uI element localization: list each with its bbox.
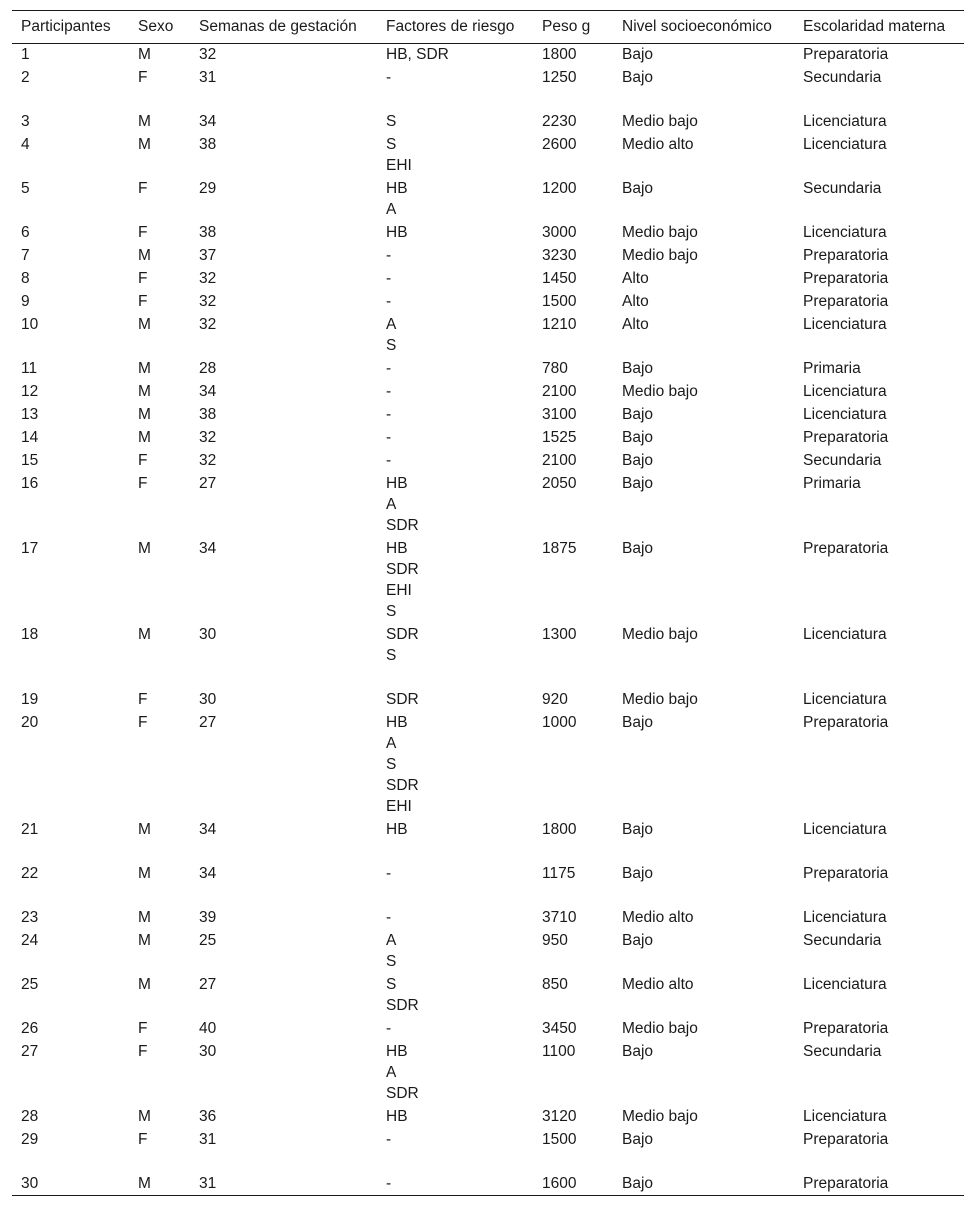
cell-factores — [377, 624, 533, 689]
cell-nivel: Bajo — [622, 451, 654, 469]
table-row — [12, 427, 964, 450]
header-factores: Factores de riesgo — [377, 11, 533, 44]
cell-peso: 1875 — [542, 539, 577, 557]
cell-escolaridad: Preparatoria — [803, 713, 889, 731]
risk-factor: - — [386, 1130, 392, 1148]
cell-escolaridad: Preparatoria — [803, 1019, 889, 1037]
cell-factores — [377, 907, 533, 930]
cell-sexo: F — [138, 690, 148, 708]
table-row — [12, 712, 964, 819]
header-escolaridad: Escolaridad materna — [794, 11, 964, 44]
cell-semanas: 31 — [190, 1173, 377, 1196]
cell-participante: 21 — [21, 820, 39, 838]
table-row — [12, 358, 964, 381]
cell-sexo: F — [138, 713, 148, 731]
table-row — [12, 404, 964, 427]
cell-participante: 24 — [21, 931, 39, 949]
risk-factor: - — [386, 292, 392, 310]
cell-factores — [377, 1129, 533, 1173]
cell-peso: 1800 — [542, 820, 577, 838]
cell-participante: 9 — [21, 292, 30, 310]
cell-factores — [377, 178, 533, 222]
cell-escolaridad: Licenciatura — [803, 223, 887, 241]
cell-semanas: 34 — [199, 539, 217, 557]
cell-factores — [377, 1106, 533, 1129]
risk-factor: - — [386, 405, 392, 423]
cell-nivel: Medio alto — [622, 135, 694, 153]
header-sexo: Sexo — [129, 11, 190, 44]
risk-factor: - — [386, 246, 392, 264]
table-row — [12, 67, 964, 111]
cell-participante: 12 — [21, 382, 39, 400]
cell-escolaridad: Secundaria — [803, 931, 882, 949]
cell-nivel: Alto — [622, 315, 649, 333]
cell-sexo: M — [138, 246, 151, 264]
cell-nivel: Medio bajo — [622, 112, 698, 130]
risk-factor: S — [386, 646, 397, 664]
cell-factores — [377, 404, 533, 427]
cell-participante: 19 — [21, 690, 39, 708]
cell-semanas: 27 — [199, 474, 217, 492]
risk-factor: HB, SDR — [386, 46, 449, 63]
cell-escolaridad: Preparatoria — [794, 1173, 964, 1196]
cell-nivel: Alto — [622, 269, 649, 287]
cell-nivel: Bajo — [622, 68, 654, 86]
cell-escolaridad: Secundaria — [803, 179, 882, 197]
cell-escolaridad: Preparatoria — [803, 246, 889, 264]
cell-nivel: Bajo — [622, 820, 654, 838]
cell-semanas: 34 — [199, 382, 217, 400]
cell-peso: 920 — [542, 690, 568, 708]
risk-factor: HB — [386, 713, 408, 731]
table-row — [12, 268, 964, 291]
cell-factores — [377, 689, 533, 712]
cell-sexo: F — [138, 474, 148, 492]
cell-factores — [377, 1018, 533, 1041]
cell-escolaridad: Preparatoria — [803, 428, 889, 446]
table-row — [12, 1173, 964, 1196]
cell-nivel: Bajo — [622, 46, 654, 63]
cell-peso: 2100 — [542, 382, 577, 400]
cell-peso: 3100 — [542, 405, 577, 423]
cell-factores — [377, 44, 533, 67]
cell-factores — [377, 974, 533, 1018]
cell-peso: 780 — [542, 359, 568, 377]
cell-escolaridad: Preparatoria — [803, 1130, 889, 1148]
cell-peso: 850 — [542, 975, 568, 993]
risk-factor: S — [386, 336, 397, 354]
cell-factores — [377, 930, 533, 974]
cell-nivel: Medio bajo — [622, 625, 698, 643]
cell-nivel: Medio bajo — [622, 1019, 698, 1037]
header-row — [12, 11, 964, 44]
risk-factor: HB — [386, 474, 408, 492]
cell-participante: 2 — [21, 68, 30, 86]
risk-factor: HB — [386, 820, 408, 838]
header-semanas: Semanas de gestación — [190, 11, 377, 44]
cell-peso: 3120 — [542, 1107, 577, 1125]
risk-factor: S — [386, 755, 397, 773]
cell-sexo: F — [138, 68, 148, 86]
cell-escolaridad: Primaria — [803, 474, 861, 492]
risk-factor: - — [386, 864, 392, 882]
cell-nivel: Medio alto — [622, 908, 694, 926]
cell-participante: 1 — [21, 46, 30, 63]
cell-nivel: Bajo — [622, 713, 654, 731]
cell-peso: 1200 — [542, 179, 577, 197]
cell-escolaridad: Preparatoria — [803, 292, 889, 310]
cell-factores — [377, 450, 533, 473]
cell-nivel: Bajo — [622, 931, 654, 949]
cell-semanas: 27 — [199, 713, 217, 731]
cell-semanas: 32 — [199, 292, 217, 310]
risk-factor: A — [386, 734, 397, 752]
cell-escolaridad: Licenciatura — [803, 135, 887, 153]
risk-factor: SDR — [386, 516, 419, 534]
cell-sexo: M — [138, 539, 151, 557]
cell-sexo: M — [138, 315, 151, 333]
cell-nivel: Medio bajo — [622, 223, 698, 241]
cell-sexo: M — [138, 135, 151, 153]
cell-escolaridad: Secundaria — [803, 1042, 882, 1060]
cell-semanas: 32 — [199, 451, 217, 469]
table-row — [12, 974, 964, 1018]
cell-escolaridad: Licenciatura — [803, 975, 887, 993]
table-row — [12, 863, 964, 907]
cell-nivel: Alto — [622, 292, 649, 310]
cell-nivel: Medio bajo — [622, 1107, 698, 1125]
cell-sexo: F — [138, 269, 148, 287]
cell-participante: 10 — [21, 315, 39, 333]
cell-participante: 20 — [21, 713, 39, 731]
risk-factor: S — [386, 602, 397, 620]
participants-table-container — [12, 10, 964, 1196]
cell-peso: 2230 — [542, 112, 577, 130]
cell-factores — [377, 427, 533, 450]
cell-sexo: F — [138, 223, 148, 241]
cell-factores — [377, 67, 533, 111]
risk-factor: - — [386, 359, 392, 377]
cell-sexo: M — [138, 359, 151, 377]
table-row — [12, 381, 964, 404]
cell-sexo: F — [138, 451, 148, 469]
cell-sexo: M — [138, 975, 151, 993]
cell-nivel: Bajo — [622, 864, 654, 882]
cell-sexo: M — [138, 405, 151, 423]
table-body — [12, 44, 964, 1196]
cell-peso: 3230 — [542, 246, 577, 264]
cell-peso: 1300 — [542, 625, 577, 643]
cell-semanas: 34 — [199, 820, 217, 838]
cell-nivel: Bajo — [622, 474, 654, 492]
cell-nivel: Bajo — [622, 179, 654, 197]
cell-sexo: M — [138, 46, 151, 63]
table-row — [12, 819, 964, 863]
risk-factor: HB — [386, 539, 408, 557]
risk-factor: S — [386, 975, 397, 993]
cell-escolaridad: Preparatoria — [803, 864, 889, 882]
cell-sexo: F — [138, 179, 148, 197]
cell-sexo: F — [138, 1042, 148, 1060]
cell-escolaridad: Licenciatura — [803, 1107, 887, 1125]
table-row — [12, 907, 964, 930]
cell-sexo: M — [138, 864, 151, 882]
cell-participante: 27 — [21, 1042, 39, 1060]
risk-factor: - — [386, 382, 392, 400]
cell-participante: 15 — [21, 451, 39, 469]
cell-semanas: 30 — [199, 1042, 217, 1060]
table-row — [12, 1106, 964, 1129]
cell-participante: 4 — [21, 135, 30, 153]
cell-sexo: M — [138, 625, 151, 643]
cell-sexo: F — [138, 292, 148, 310]
cell-nivel: Bajo — [613, 1173, 794, 1196]
cell-peso: 1450 — [542, 269, 577, 287]
cell-peso: 1500 — [542, 292, 577, 310]
cell-factores — [377, 314, 533, 358]
cell-sexo: M — [138, 112, 151, 130]
cell-peso: 3450 — [542, 1019, 577, 1037]
cell-semanas: 25 — [199, 931, 217, 949]
cell-nivel: Medio bajo — [622, 246, 698, 264]
cell-peso: 3000 — [542, 223, 577, 241]
risk-factor: - — [386, 908, 392, 926]
risk-factor: HB — [386, 1042, 408, 1060]
table-row — [12, 1041, 964, 1106]
risk-factor: A — [386, 931, 397, 949]
risk-factor: A — [386, 200, 397, 218]
cell-semanas: 38 — [199, 223, 217, 241]
cell-participante: 14 — [21, 428, 39, 446]
cell-escolaridad: Licenciatura — [803, 405, 887, 423]
risk-factor: EHI — [386, 581, 412, 599]
risk-factor: - — [386, 68, 392, 86]
cell-escolaridad: Preparatoria — [803, 539, 889, 557]
cell-semanas: 36 — [199, 1107, 217, 1125]
cell-factores — [377, 538, 533, 624]
cell-factores — [377, 1041, 533, 1106]
risk-factor: EHI — [386, 156, 412, 174]
cell-sexo: M — [138, 428, 151, 446]
cell-factores — [377, 291, 533, 314]
table-row — [12, 689, 964, 712]
table-row — [12, 1129, 964, 1173]
cell-nivel: Medio alto — [622, 975, 694, 993]
risk-factor: HB — [386, 223, 408, 241]
cell-participante: 5 — [21, 179, 30, 197]
cell-sexo: F — [138, 1019, 148, 1037]
table-row — [12, 1018, 964, 1041]
table-row — [12, 44, 964, 67]
risk-factor: SDR — [386, 560, 419, 578]
cell-nivel: Bajo — [622, 1130, 654, 1148]
cell-escolaridad: Secundaria — [803, 68, 882, 86]
risk-factor: - — [386, 428, 392, 446]
table-row — [12, 134, 964, 178]
risk-factor: S — [386, 112, 397, 130]
risk-factor: A — [386, 495, 397, 513]
cell-participante: 11 — [21, 359, 38, 377]
risk-factor: SDR — [386, 1084, 419, 1102]
risk-factor: - — [386, 1019, 392, 1037]
cell-participante: 22 — [21, 864, 39, 882]
cell-participante: 23 — [21, 908, 39, 926]
cell-factores — [377, 712, 533, 819]
risk-factor: HB — [386, 179, 408, 197]
table-row — [12, 291, 964, 314]
risk-factor: - — [386, 1174, 392, 1192]
cell-participante: 26 — [21, 1019, 39, 1037]
cell-participante: 25 — [21, 975, 39, 993]
cell-peso: 950 — [542, 931, 568, 949]
cell-nivel: Bajo — [622, 359, 654, 377]
cell-escolaridad: Licenciatura — [803, 908, 887, 926]
cell-semanas: 32 — [199, 269, 217, 287]
cell-factores — [377, 863, 533, 907]
cell-sexo: M — [138, 931, 151, 949]
cell-participante: 30 — [12, 1173, 129, 1196]
cell-semanas: 30 — [199, 625, 217, 643]
risk-factor: S — [386, 135, 397, 153]
cell-participante: 29 — [21, 1130, 39, 1148]
header-peso: Peso g — [533, 11, 613, 44]
cell-peso: 3710 — [542, 908, 577, 926]
header-participantes: Participantes — [12, 11, 129, 44]
cell-factores — [377, 1173, 533, 1196]
cell-sexo: M — [138, 908, 151, 926]
cell-peso: 1100 — [542, 1042, 576, 1060]
table-row — [12, 538, 964, 624]
cell-peso: 1500 — [542, 1130, 577, 1148]
cell-nivel: Bajo — [622, 405, 654, 423]
risk-factor: S — [386, 952, 397, 970]
table-row — [12, 930, 964, 974]
cell-peso: 1525 — [542, 428, 577, 446]
cell-semanas: 30 — [199, 690, 217, 708]
cell-participante: 28 — [21, 1107, 39, 1125]
table-row — [12, 245, 964, 268]
risk-factor: SDR — [386, 625, 419, 643]
cell-semanas: 31 — [199, 1130, 217, 1148]
header-nivel: Nivel socioeconómico — [613, 11, 794, 44]
cell-participante: 17 — [21, 539, 39, 557]
cell-semanas: 38 — [199, 405, 217, 423]
cell-escolaridad: Preparatoria — [803, 269, 889, 287]
cell-semanas: 40 — [199, 1019, 217, 1037]
cell-peso: 1250 — [542, 68, 577, 86]
cell-semanas: 32 — [199, 315, 217, 333]
cell-escolaridad: Licenciatura — [803, 820, 887, 838]
cell-sexo: M — [138, 1107, 151, 1125]
table-row — [12, 178, 964, 222]
cell-semanas: 34 — [199, 112, 217, 130]
cell-factores — [377, 222, 533, 245]
risk-factor: EHI — [386, 797, 412, 815]
cell-participante: 7 — [21, 246, 30, 264]
risk-factor: A — [386, 1063, 397, 1081]
cell-sexo: M — [138, 820, 151, 838]
cell-sexo: F — [138, 1130, 148, 1148]
cell-nivel: Bajo — [622, 1042, 654, 1060]
cell-peso: 1175 — [542, 864, 576, 882]
cell-factores — [377, 245, 533, 268]
table-row — [12, 624, 964, 689]
cell-participante: 13 — [21, 405, 39, 423]
risk-factor: HB — [386, 1107, 408, 1125]
cell-factores — [377, 268, 533, 291]
cell-semanas: 32 — [199, 46, 217, 63]
risk-factor: - — [386, 451, 392, 469]
table-row — [12, 314, 964, 358]
cell-escolaridad: Primaria — [803, 359, 861, 377]
cell-participante: 6 — [21, 223, 30, 241]
cell-escolaridad: Licenciatura — [803, 382, 887, 400]
cell-escolaridad: Licenciatura — [803, 315, 887, 333]
cell-escolaridad: Licenciatura — [803, 625, 887, 643]
cell-factores — [377, 473, 533, 538]
cell-semanas: 32 — [199, 428, 217, 446]
table-row — [12, 450, 964, 473]
cell-nivel: Bajo — [622, 428, 654, 446]
cell-nivel: Medio bajo — [622, 690, 698, 708]
cell-peso: 1800 — [542, 46, 577, 63]
cell-sexo: M — [138, 382, 151, 400]
cell-peso: 1600 — [533, 1173, 613, 1196]
cell-sexo: M — [129, 1173, 190, 1196]
cell-peso: 2100 — [542, 451, 577, 469]
cell-participante: 8 — [21, 269, 30, 287]
cell-participante: 18 — [21, 625, 39, 643]
risk-factor: SDR — [386, 690, 419, 708]
cell-semanas: 29 — [199, 179, 217, 197]
cell-factores — [377, 111, 533, 134]
cell-semanas: 37 — [199, 246, 217, 264]
cell-semanas: 27 — [199, 975, 217, 993]
cell-escolaridad: Preparatoria — [803, 46, 889, 63]
cell-participante: 3 — [21, 112, 30, 130]
table-row — [12, 222, 964, 245]
cell-peso: 2050 — [542, 474, 577, 492]
table-row — [12, 111, 964, 134]
risk-factor: - — [386, 269, 392, 287]
cell-escolaridad: Licenciatura — [803, 112, 887, 130]
cell-peso: 2600 — [542, 135, 577, 153]
table-row — [12, 473, 964, 538]
cell-factores — [377, 381, 533, 404]
cell-semanas: 39 — [199, 908, 217, 926]
cell-peso: 1000 — [542, 713, 577, 731]
cell-escolaridad: Secundaria — [803, 451, 882, 469]
cell-semanas: 34 — [199, 864, 217, 882]
cell-peso: 1210 — [542, 315, 577, 333]
cell-factores — [377, 134, 533, 178]
cell-factores — [377, 358, 533, 381]
risk-factor: A — [386, 315, 397, 333]
cell-participante: 16 — [21, 474, 39, 492]
cell-semanas: 38 — [199, 135, 217, 153]
cell-factores — [377, 819, 533, 863]
cell-semanas: 28 — [199, 359, 217, 377]
risk-factor: SDR — [386, 776, 419, 794]
risk-factor: SDR — [386, 996, 419, 1014]
cell-nivel: Medio bajo — [622, 382, 698, 400]
cell-semanas: 31 — [199, 68, 217, 86]
cell-nivel: Bajo — [622, 539, 654, 557]
cell-escolaridad: Licenciatura — [803, 690, 887, 708]
participants-table — [12, 10, 964, 1196]
